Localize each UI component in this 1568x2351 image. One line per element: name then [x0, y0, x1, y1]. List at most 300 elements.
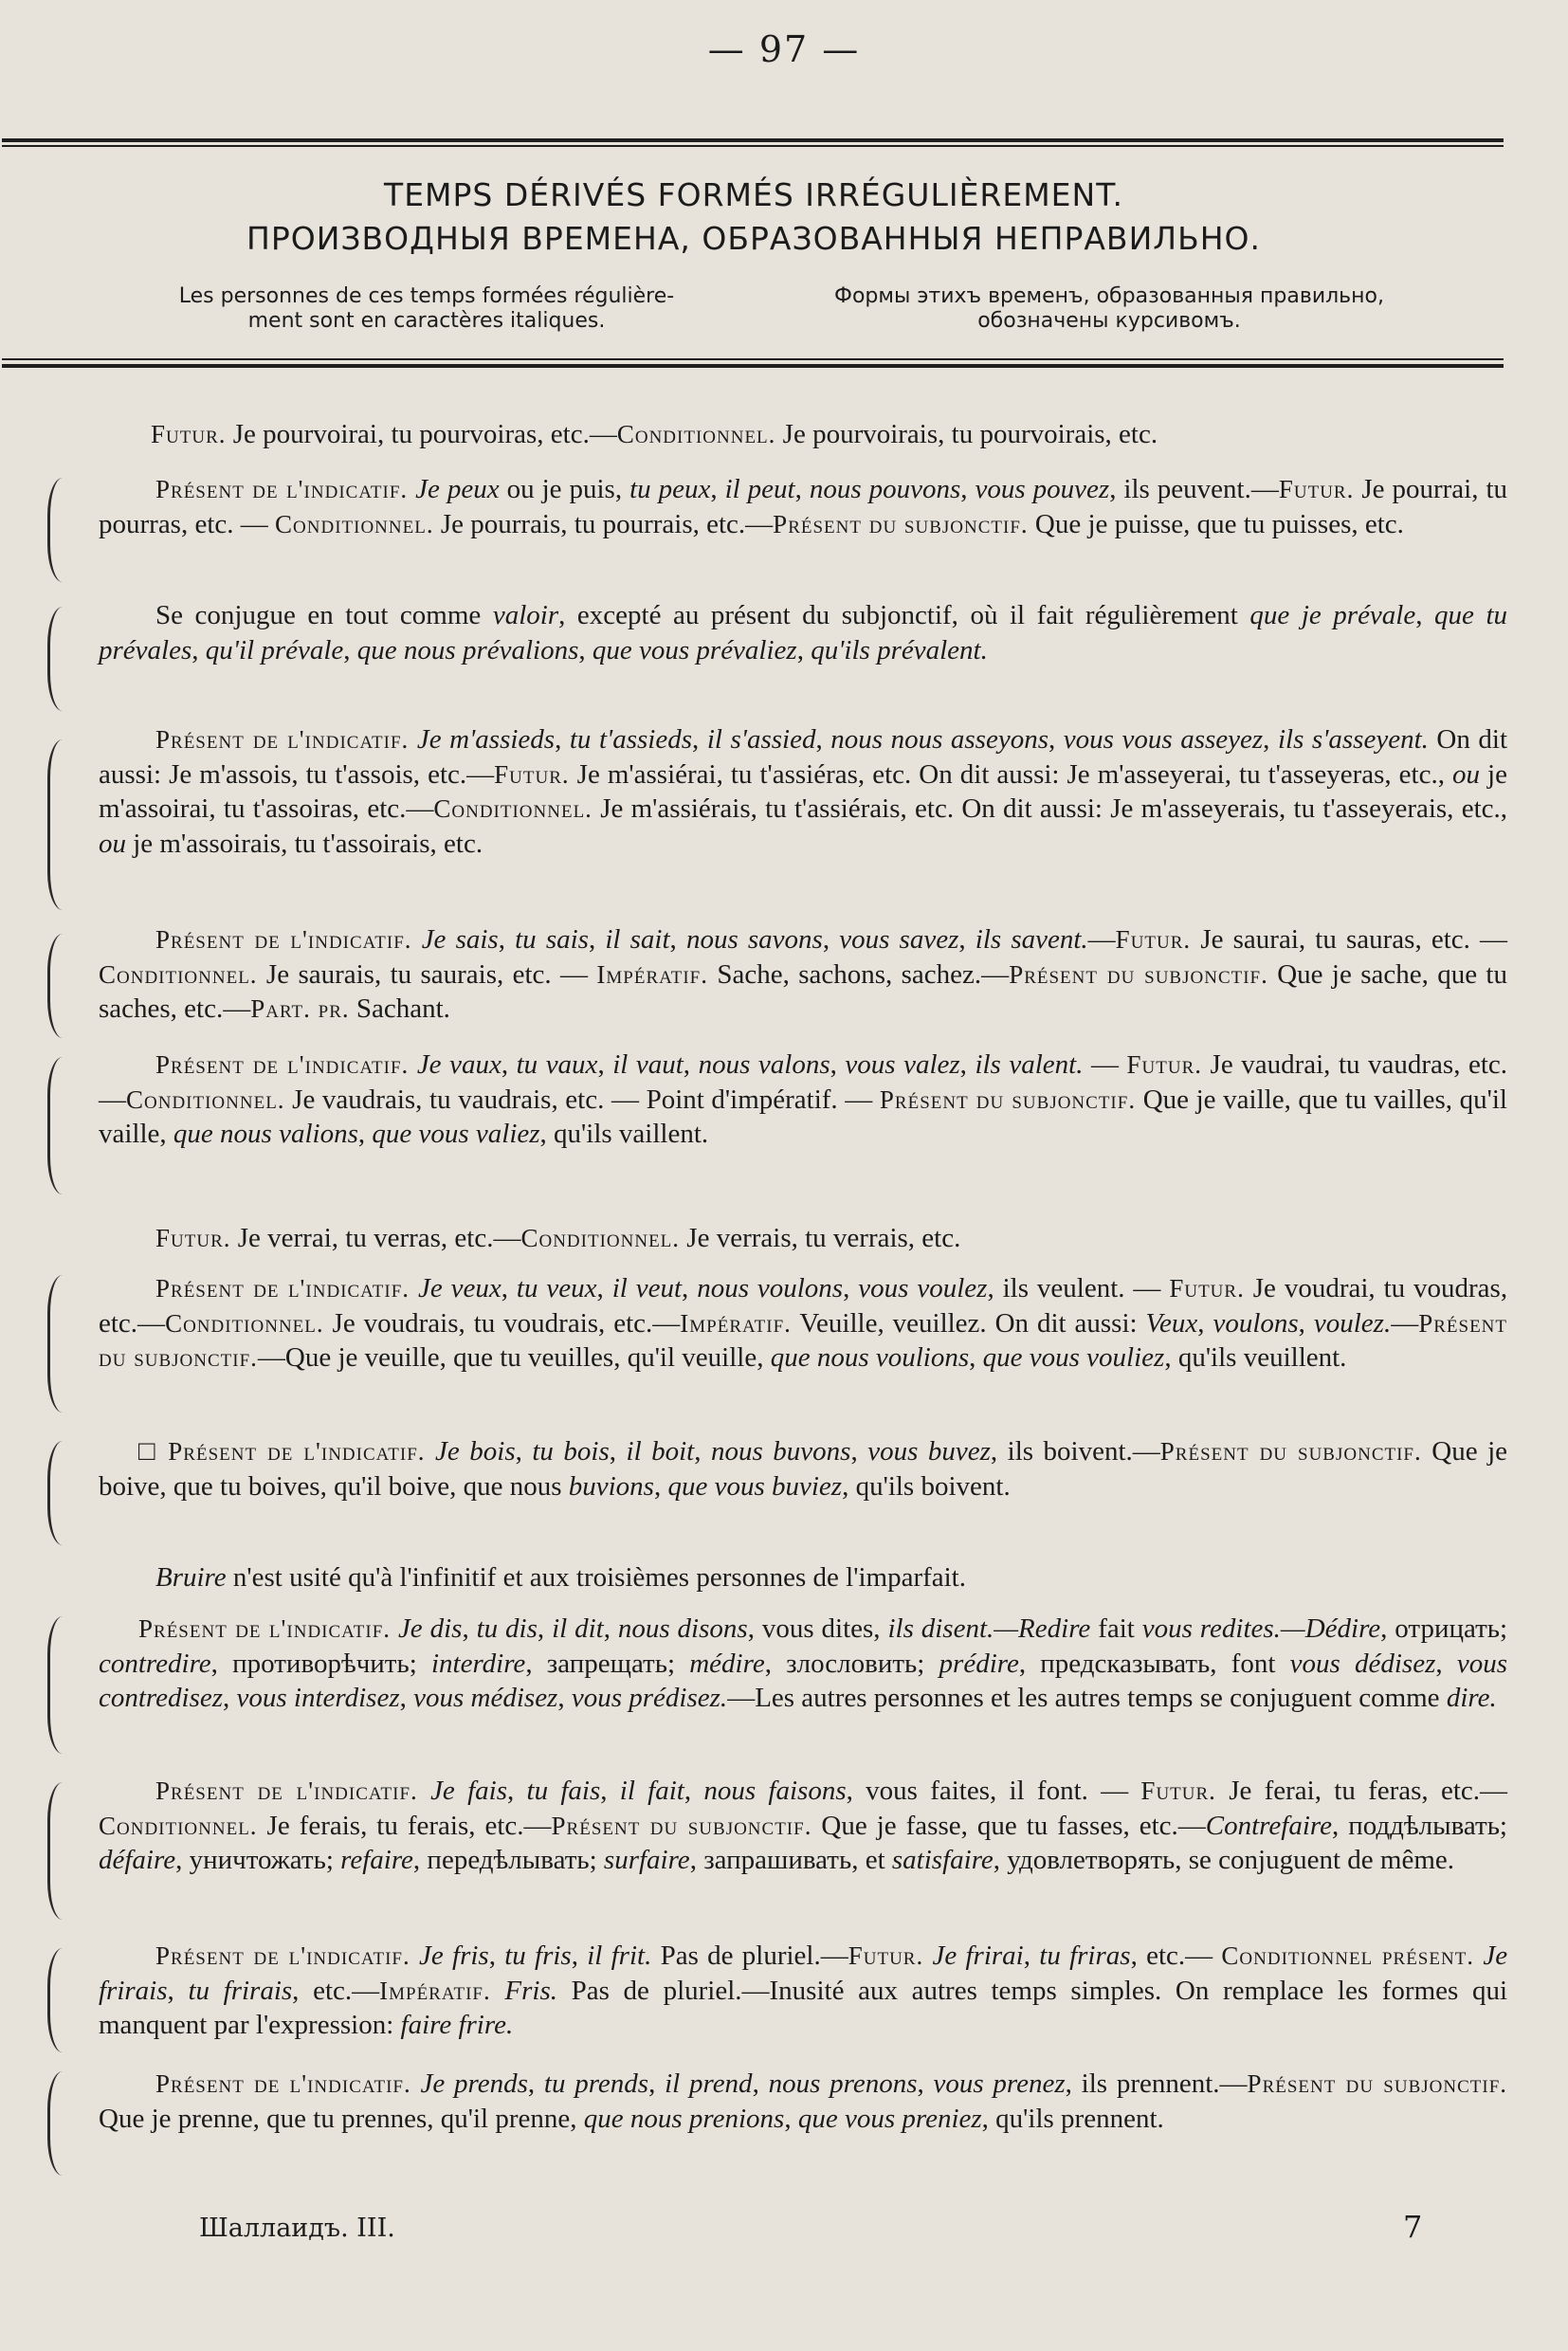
- text-run: —: [1083, 1049, 1127, 1080]
- text-run: ,: [1263, 724, 1278, 755]
- text-run: , excepté au présent du subjonctif, où il fait régulièrement: [558, 600, 1250, 630]
- text-run: ,: [537, 1613, 553, 1644]
- text-run: ,: [588, 924, 606, 955]
- small-caps-run: Futur.: [1169, 1274, 1245, 1303]
- italic-run: tu prends: [543, 2069, 649, 2099]
- text-run: ,: [498, 924, 516, 955]
- small-caps-run: Futur.: [151, 420, 227, 448]
- text-run: ,: [796, 634, 811, 665]
- text-run: ,: [501, 1273, 517, 1303]
- text-run: Sachant.: [349, 993, 450, 1025]
- text-run: ,: [223, 1683, 237, 1714]
- paragraph-pouvoir: [99, 472, 1507, 541]
- italic-run: nous valons: [698, 1049, 830, 1080]
- paragraph-valoir: [99, 1048, 1507, 1152]
- small-caps-run: Conditionnel.: [99, 1811, 258, 1840]
- sheet-number: 7: [1403, 2209, 1423, 2245]
- text-run: ,: [357, 1119, 373, 1150]
- text-run: [410, 1941, 419, 1971]
- italic-run: tu veux: [516, 1273, 597, 1303]
- text-run: ,: [710, 474, 725, 504]
- text-run: Que je vaille, que tu vailles, qu'il vaille,: [99, 1084, 1507, 1150]
- italic-run: que tu prévales: [99, 600, 1508, 665]
- paragraph-pourvoir: [99, 417, 1507, 452]
- text-run: ,: [830, 1049, 846, 1080]
- text-run: Je verrais, tu verrais, etc.: [680, 1223, 961, 1253]
- text-run: ,: [784, 2103, 798, 2134]
- text-run: ,: [1023, 1941, 1040, 1971]
- paragraph-prevaloir: [99, 598, 1507, 667]
- italic-run: Je dis: [397, 1613, 463, 1644]
- header-rule-thick: [2, 364, 1504, 368]
- small-caps-run: Présent du subjonctif.: [551, 1811, 812, 1840]
- italic-run: qu'il prévale: [205, 634, 344, 665]
- section-title-french: TEMPS DÉRIVÉS FORMÉS IRRÉGULIÈREMENT.: [384, 176, 1123, 213]
- text-run: , передѣлывать;: [412, 1845, 604, 1876]
- small-caps-run: Présent de l'indicatif.: [155, 1777, 418, 1805]
- italic-run: il dit: [552, 1613, 604, 1644]
- italic-run: nous prenons: [768, 2069, 918, 2099]
- small-caps-run: Présent du subjonctif.: [879, 1084, 1137, 1114]
- text-run: ,: [1048, 724, 1064, 755]
- text-run: ,: [682, 1273, 698, 1303]
- small-caps-run: Part. pr.: [250, 994, 350, 1024]
- italic-run: il sait: [605, 924, 670, 955]
- text-run: , ils prennent.—: [1065, 2069, 1248, 2099]
- text-run: On dit aussi: Je m'assois, tu t'assois, etc.—: [99, 724, 1508, 790]
- text-run: fait: [1090, 1613, 1142, 1644]
- italic-run: ou: [1452, 758, 1481, 790]
- italic-run: vous redites.—Dédire: [1141, 1613, 1381, 1644]
- italic-run: que nous prenions: [583, 2103, 785, 2134]
- text-run: [410, 1273, 418, 1303]
- italic-run: Bruire: [155, 1562, 227, 1593]
- text-run: [491, 1976, 505, 2006]
- text-run: , qu'ils vaillent.: [539, 1119, 709, 1150]
- text-run: [409, 724, 417, 755]
- small-caps-run: Conditionnel.: [520, 1224, 681, 1252]
- header-rule-thin: [2, 358, 1504, 360]
- italic-run: ou: [99, 828, 126, 859]
- italic-run: tu sais: [515, 924, 589, 955]
- text-run: ,: [571, 1941, 588, 1971]
- italic-run: Fris.: [504, 1975, 557, 2006]
- italic-run: nous voulons: [697, 1273, 844, 1303]
- italic-run: Je vaux: [416, 1049, 501, 1080]
- text-run: ,: [683, 1049, 699, 1080]
- text-run: , ils peuvent.—: [1109, 474, 1279, 504]
- italic-run: il frit.: [587, 1941, 652, 1971]
- italic-run: vous dédisez: [1289, 1648, 1436, 1679]
- text-run: [409, 1049, 417, 1080]
- small-caps-run: Présent du subjonctif.: [1159, 1437, 1422, 1466]
- small-caps-run: Présent du subjonctif.: [773, 509, 1029, 538]
- text-run: ,: [527, 2069, 544, 2099]
- note-russian: [787, 284, 1431, 334]
- text-run: ,: [752, 2069, 769, 2099]
- italic-run: satisfaire: [891, 1845, 994, 1876]
- italic-run: que vous buviez: [667, 1470, 843, 1502]
- italic-run: vous prédisez.: [571, 1683, 728, 1714]
- small-caps-run: Présent du subjonctif.: [99, 1308, 1507, 1373]
- small-caps-run: Présent de l'indicatif.: [155, 1050, 410, 1079]
- italic-run: faire frire.: [400, 2010, 514, 2041]
- brace-asseoir: [47, 739, 65, 910]
- small-caps-run: Impératif.: [680, 1308, 792, 1338]
- italic-run: que vous vouliez: [982, 1342, 1165, 1374]
- text-run: ,: [958, 924, 975, 955]
- small-caps-run: Conditionnel.: [616, 420, 776, 448]
- text-run: ,: [597, 1049, 613, 1080]
- italic-run: il s'assied: [706, 724, 816, 755]
- small-caps-run: Futur.: [1278, 475, 1355, 503]
- italic-run: nous nous asseyons: [830, 724, 1048, 755]
- small-caps-run: Conditionnel.: [433, 794, 593, 824]
- italic-run: que nous prévalions: [356, 634, 579, 665]
- italic-run: vous buvez: [867, 1436, 991, 1467]
- text-run: , qu'ils veuillent.: [1164, 1342, 1347, 1374]
- small-caps-run: Présent de l'indicatif.: [155, 725, 410, 754]
- italic-run: médire: [689, 1648, 765, 1679]
- small-caps-run: Futur.: [1140, 1777, 1216, 1805]
- text-run: [923, 1941, 932, 1971]
- small-caps-run: Présent du subjonctif.: [1009, 959, 1268, 989]
- italic-run: prédire: [939, 1648, 1019, 1679]
- italic-run: il veut: [611, 1273, 683, 1303]
- italic-run: surfaire: [603, 1845, 690, 1876]
- italic-run: nous disons: [617, 1613, 748, 1644]
- italic-run: tu vaux: [516, 1049, 598, 1080]
- paragraph-asseoir: [99, 722, 1507, 861]
- italic-run: vous médisez: [413, 1683, 558, 1714]
- text-run: ,: [1197, 1307, 1213, 1339]
- italic-run: nous buvons: [711, 1436, 851, 1467]
- section-title-russian: ПРОИЗВОДНЫЯ ВРЕМЕНА, ОБРАЗОВАННЫЯ НЕПРАВИЛЬНО.: [246, 220, 1261, 257]
- small-caps-run: Impératif.: [596, 959, 709, 989]
- text-run: Que je boive, que tu boives, qu'il boive, que nous: [99, 1436, 1507, 1502]
- text-run: Je voudrais, tu voudrais, etc.—: [323, 1307, 681, 1339]
- italic-run: nous pouvons: [809, 474, 961, 504]
- italic-run: contredire: [99, 1648, 211, 1679]
- italic-run: tu friras: [1039, 1941, 1131, 1971]
- italic-run: tu fris: [504, 1941, 572, 1971]
- text-run: ,: [959, 1049, 975, 1080]
- text-run: ,: [557, 1683, 572, 1714]
- text-run: [391, 1613, 398, 1644]
- page-number: — 97 —: [707, 28, 861, 70]
- italic-run: valoir: [492, 600, 559, 630]
- small-caps-run: Futur.: [1115, 925, 1192, 954]
- italic-run: Je veux: [417, 1273, 501, 1303]
- small-caps-run: Présent de l'indicatif.: [155, 475, 409, 503]
- text-run: , удовлетворять, se conjuguent de même.: [993, 1845, 1455, 1876]
- italic-run: défaire: [99, 1845, 176, 1876]
- italic-run: il vaut: [612, 1049, 684, 1080]
- italic-run: ils valent.: [975, 1049, 1084, 1080]
- text-run: [418, 1776, 430, 1806]
- small-caps-run: Conditionnel.: [126, 1084, 285, 1114]
- note-french-line-1: Les personnes de ces temps formées régulière-: [178, 284, 675, 308]
- text-run: Pas de pluriel.—Inusité aux autres temps simples. On remplace les formes qui manquent par l'expression:: [99, 1975, 1508, 2041]
- text-run: ,: [501, 1049, 517, 1080]
- italic-run: Je m'assieds: [416, 724, 556, 755]
- brace-prendre: [47, 2071, 65, 2176]
- text-run: ,: [191, 634, 206, 665]
- text-run: □: [138, 1436, 169, 1467]
- italic-run: voulez.: [1313, 1307, 1392, 1339]
- text-run: ,: [596, 1273, 612, 1303]
- italic-run: ils disent.—Redire: [887, 1613, 1091, 1644]
- small-caps-run: Futur.: [848, 1941, 924, 1970]
- italic-run: ils savent.: [975, 924, 1088, 955]
- text-run: —Les autres personnes et les autres temps se conjuguent comme: [727, 1683, 1447, 1714]
- text-run: [408, 474, 415, 504]
- italic-run: vous interdisez: [236, 1683, 400, 1714]
- paragraph-dire: [99, 1612, 1507, 1716]
- text-run: ,: [343, 634, 357, 665]
- text-run: je m'assoirai, tu t'assoiras, etc.—: [99, 758, 1507, 825]
- note-french: [123, 284, 730, 334]
- italic-run: nous savons: [685, 924, 823, 955]
- italic-run: vous prenez: [933, 2069, 1066, 2099]
- text-run: Veuille, veuillez. On dit aussi:: [791, 1307, 1146, 1339]
- italic-run: vous contredisez: [99, 1648, 1507, 1714]
- text-run: Je ferai, tu feras, etc.—: [1215, 1776, 1508, 1806]
- paragraph-vouloir: [99, 1271, 1507, 1376]
- text-run: ,: [1415, 600, 1435, 630]
- text-run: ,: [917, 2069, 934, 2099]
- text-run: ,: [653, 1470, 668, 1502]
- italic-run: que vous preniez: [797, 2103, 982, 2134]
- text-run: ,: [794, 474, 810, 504]
- italic-run: vous voulez: [858, 1273, 988, 1303]
- printer-signature: Шаллаидъ. III.: [199, 2214, 395, 2243]
- paragraph-bruire: [99, 1560, 1507, 1595]
- brace-vouloir: [47, 1275, 65, 1412]
- italic-run: Je frirais: [99, 1941, 1508, 2006]
- text-run: ,: [603, 1613, 618, 1644]
- text-run: ,: [969, 1342, 983, 1374]
- italic-run: dire.: [1446, 1683, 1497, 1714]
- paragraph-savoir: [99, 922, 1507, 1027]
- italic-run: nous faisons: [703, 1776, 847, 1806]
- italic-run: vous savez: [839, 924, 959, 955]
- italic-run: tu peux: [629, 474, 711, 504]
- note-russian-line-2: обозначены курсивомъ.: [977, 309, 1241, 333]
- text-run: , поддѣлывать;: [1331, 1810, 1507, 1841]
- text-run: Sache, sachons, sachez.—: [708, 958, 1010, 990]
- brace-valoir: [47, 1057, 65, 1194]
- italic-run: voulons: [1212, 1307, 1299, 1339]
- text-run: Je m'assiérai, tu t'assiéras, etc. On dit aussi: Je m'asseyerai, tu t'asseyeras, etc.,: [569, 758, 1453, 790]
- paragraph-faire: [99, 1774, 1507, 1878]
- italic-run: tu frirais: [188, 1975, 293, 2006]
- text-run: ,: [684, 1776, 704, 1806]
- small-caps-run: Conditionnel.: [165, 1308, 324, 1338]
- text-run: , ils veulent. —: [987, 1273, 1170, 1303]
- small-caps-run: Futur.: [155, 1224, 231, 1252]
- italic-run: Je frirai: [932, 1941, 1024, 1971]
- text-run: ,: [1298, 1307, 1314, 1339]
- text-run: —: [1391, 1307, 1419, 1339]
- paragraph-boire: [99, 1434, 1507, 1504]
- text-run: [411, 2069, 421, 2099]
- text-run: Je voudrai, tu voudras, etc.—: [99, 1273, 1508, 1339]
- text-run: [412, 924, 422, 955]
- text-run: ,: [578, 634, 593, 665]
- italic-run: qu'ils prévalent.: [811, 634, 988, 665]
- italic-run: que vous prévaliez: [592, 634, 797, 665]
- text-run: , etc.—: [1130, 1941, 1222, 1971]
- italic-run: vous vous asseyez: [1063, 724, 1264, 755]
- italic-run: que nous valions: [173, 1119, 358, 1150]
- small-caps-run: Impératif.: [379, 1976, 491, 2005]
- italic-run: Je fris: [419, 1941, 489, 1971]
- text-run: Je vaudrais, tu vaudrais, etc. — Point d'impératif. —: [284, 1084, 880, 1115]
- brace-faire: [47, 1782, 65, 1920]
- text-run: , противорѣчить;: [210, 1648, 431, 1679]
- small-caps-run: Conditionnel présent.: [1221, 1941, 1475, 1970]
- text-run: ,: [1435, 1648, 1457, 1679]
- text-run: Je pourrais, tu pourrais, etc.—: [433, 508, 774, 539]
- text-run: , уничтожать;: [175, 1845, 341, 1876]
- italic-run: Contrefaire: [1205, 1810, 1332, 1841]
- text-run: —Que je veuille, que tu veuilles, qu'il veuille,: [257, 1342, 771, 1374]
- text-run: Que je prenne, que tu prennes, qu'il prenne,: [99, 2103, 584, 2134]
- italic-run: il fait: [619, 1776, 684, 1806]
- italic-run: buvions: [568, 1470, 654, 1502]
- top-rule-thin: [2, 145, 1504, 147]
- italic-run: ils s'asseyent.: [1277, 724, 1429, 755]
- text-run: , запрещать;: [525, 1648, 690, 1679]
- note-french-line-2: ment sont en caractères italiques.: [247, 309, 606, 333]
- small-caps-run: Présent du subjonctif.: [1247, 2069, 1508, 2098]
- italic-run: Je fais: [430, 1776, 507, 1806]
- paragraph-frire: [99, 1939, 1507, 2043]
- italic-run: il peut: [724, 474, 795, 504]
- text-run: je m'assoirais, tu t'assoirais, etc.: [126, 828, 483, 859]
- italic-run: que vous valiez: [372, 1119, 540, 1150]
- text-run: ,: [167, 1975, 189, 2006]
- text-run: ,: [600, 1776, 620, 1806]
- small-caps-run: Présent de l'indicatif.: [155, 1274, 410, 1303]
- brace-prevaloir: [47, 607, 65, 711]
- text-run: Se conjugue en tout comme: [155, 600, 493, 630]
- text-run: , ils boivent.—: [990, 1436, 1160, 1467]
- text-run: , qu'ils prennent.: [981, 2103, 1164, 2134]
- text-run: —: [1087, 924, 1116, 955]
- text-run: ,: [515, 1436, 533, 1467]
- text-run: ou je puis,: [499, 474, 630, 504]
- text-run: [1474, 1941, 1483, 1971]
- italic-run: refaire: [340, 1845, 413, 1876]
- italic-run: Je bois: [435, 1436, 516, 1467]
- italic-run: Veux: [1145, 1307, 1198, 1339]
- italic-run: tu fais: [526, 1776, 601, 1806]
- italic-run: Je peux: [415, 474, 500, 504]
- text-run: Pas de pluriel.—: [651, 1941, 848, 1971]
- small-caps-run: Présent de l'indicatif.: [168, 1437, 426, 1466]
- text-run: Je vaudrai, tu vaudras, etc.—: [99, 1049, 1508, 1115]
- text-run: Je ferais, tu ferais, etc.—: [257, 1810, 552, 1841]
- text-run: Je pourvoirais, tu pourvoirais, etc.: [775, 419, 1158, 449]
- text-run: Que je puisse, que tu puisses, etc.: [1028, 508, 1404, 539]
- text-run: Je pourvoirai, tu pourvoiras, etc.—: [226, 419, 617, 449]
- text-run: Je m'assiérais, tu t'assiérais, etc. On dit aussi: Je m'asseyerais, tu t'asseyerais, etc.,: [592, 793, 1508, 825]
- italic-run: que nous voulions: [770, 1342, 970, 1374]
- text-run: , vous faites, il font. —: [846, 1776, 1141, 1806]
- text-run: ,: [648, 2069, 665, 2099]
- brace-boire: [47, 1441, 65, 1545]
- paragraph-voir: [99, 1221, 1507, 1256]
- text-run: ,: [692, 724, 707, 755]
- small-caps-run: Présent de l'indicatif.: [155, 1941, 410, 1970]
- small-caps-run: Présent de l'indicatif.: [138, 1614, 392, 1643]
- small-caps-run: Conditionnel.: [99, 959, 258, 989]
- italic-run: tu t'assieds: [569, 724, 693, 755]
- text-run: ,: [822, 924, 840, 955]
- italic-run: vous pouvez: [975, 474, 1110, 504]
- text-run: , etc.—: [292, 1975, 380, 2006]
- text-run: Que je fasse, que tu fasses, etc.—: [811, 1810, 1206, 1841]
- text-run: Je saurai, tu sauras, etc. —: [1191, 924, 1508, 955]
- italic-run: il boit: [626, 1436, 695, 1467]
- brace-frire: [47, 1948, 65, 2052]
- text-run: , запрашивать, et: [689, 1845, 892, 1876]
- text-run: ,: [815, 724, 831, 755]
- text-run: n'est usité qu'à l'infinitif et aux troisièmes personnes de l'imparfait.: [226, 1562, 966, 1593]
- note-russian-line-1: Формы этихъ временъ, образованныя правильно,: [834, 284, 1384, 308]
- italic-run: interdire: [430, 1648, 526, 1679]
- text-run: Je pourrai, tu pourras, etc. —: [99, 474, 1508, 539]
- text-run: ,: [488, 1941, 505, 1971]
- italic-run: Je sais: [421, 924, 499, 955]
- italic-run: tu bois: [532, 1436, 610, 1467]
- italic-run: que je prévale: [1249, 600, 1416, 630]
- text-run: , vous dites,: [747, 1613, 888, 1644]
- text-run: [426, 1436, 436, 1467]
- brace-dire: [47, 1616, 65, 1754]
- text-run: , злословить;: [764, 1648, 939, 1679]
- text-run: Je saurais, tu saurais, etc. —: [257, 958, 597, 990]
- text-run: , отрицать;: [1380, 1613, 1508, 1644]
- brace-savoir: [47, 934, 65, 1038]
- small-caps-run: Présent de l'indicatif.: [155, 2069, 411, 2098]
- italic-run: tu dis: [476, 1613, 538, 1644]
- italic-run: Je prends: [420, 2069, 528, 2099]
- text-run: , предсказывать, font: [1018, 1648, 1290, 1679]
- text-run: Je verrai, tu verras, etc.—: [230, 1223, 521, 1253]
- small-caps-run: Présent de l'indicatif.: [155, 925, 412, 954]
- text-run: Que je sache, que tu saches, etc.—: [99, 958, 1507, 1025]
- text-run: ,: [669, 924, 686, 955]
- text-run: ,: [843, 1273, 859, 1303]
- top-rule-thick: [2, 138, 1504, 142]
- text-run: ,: [850, 1436, 868, 1467]
- small-caps-run: Conditionnel.: [275, 509, 434, 538]
- text-run: ,: [694, 1436, 711, 1467]
- paragraph-prendre: [99, 2067, 1507, 2136]
- small-caps-run: Futur.: [1126, 1050, 1203, 1079]
- text-run: ,: [609, 1436, 627, 1467]
- brace-pouvoir: [47, 478, 65, 582]
- text-run: ,: [960, 474, 975, 504]
- text-run: ,: [462, 1613, 477, 1644]
- text-run: ,: [506, 1776, 527, 1806]
- text-run: ,: [399, 1683, 414, 1714]
- small-caps-run: Futur.: [494, 759, 570, 789]
- italic-run: il prend: [665, 2069, 753, 2099]
